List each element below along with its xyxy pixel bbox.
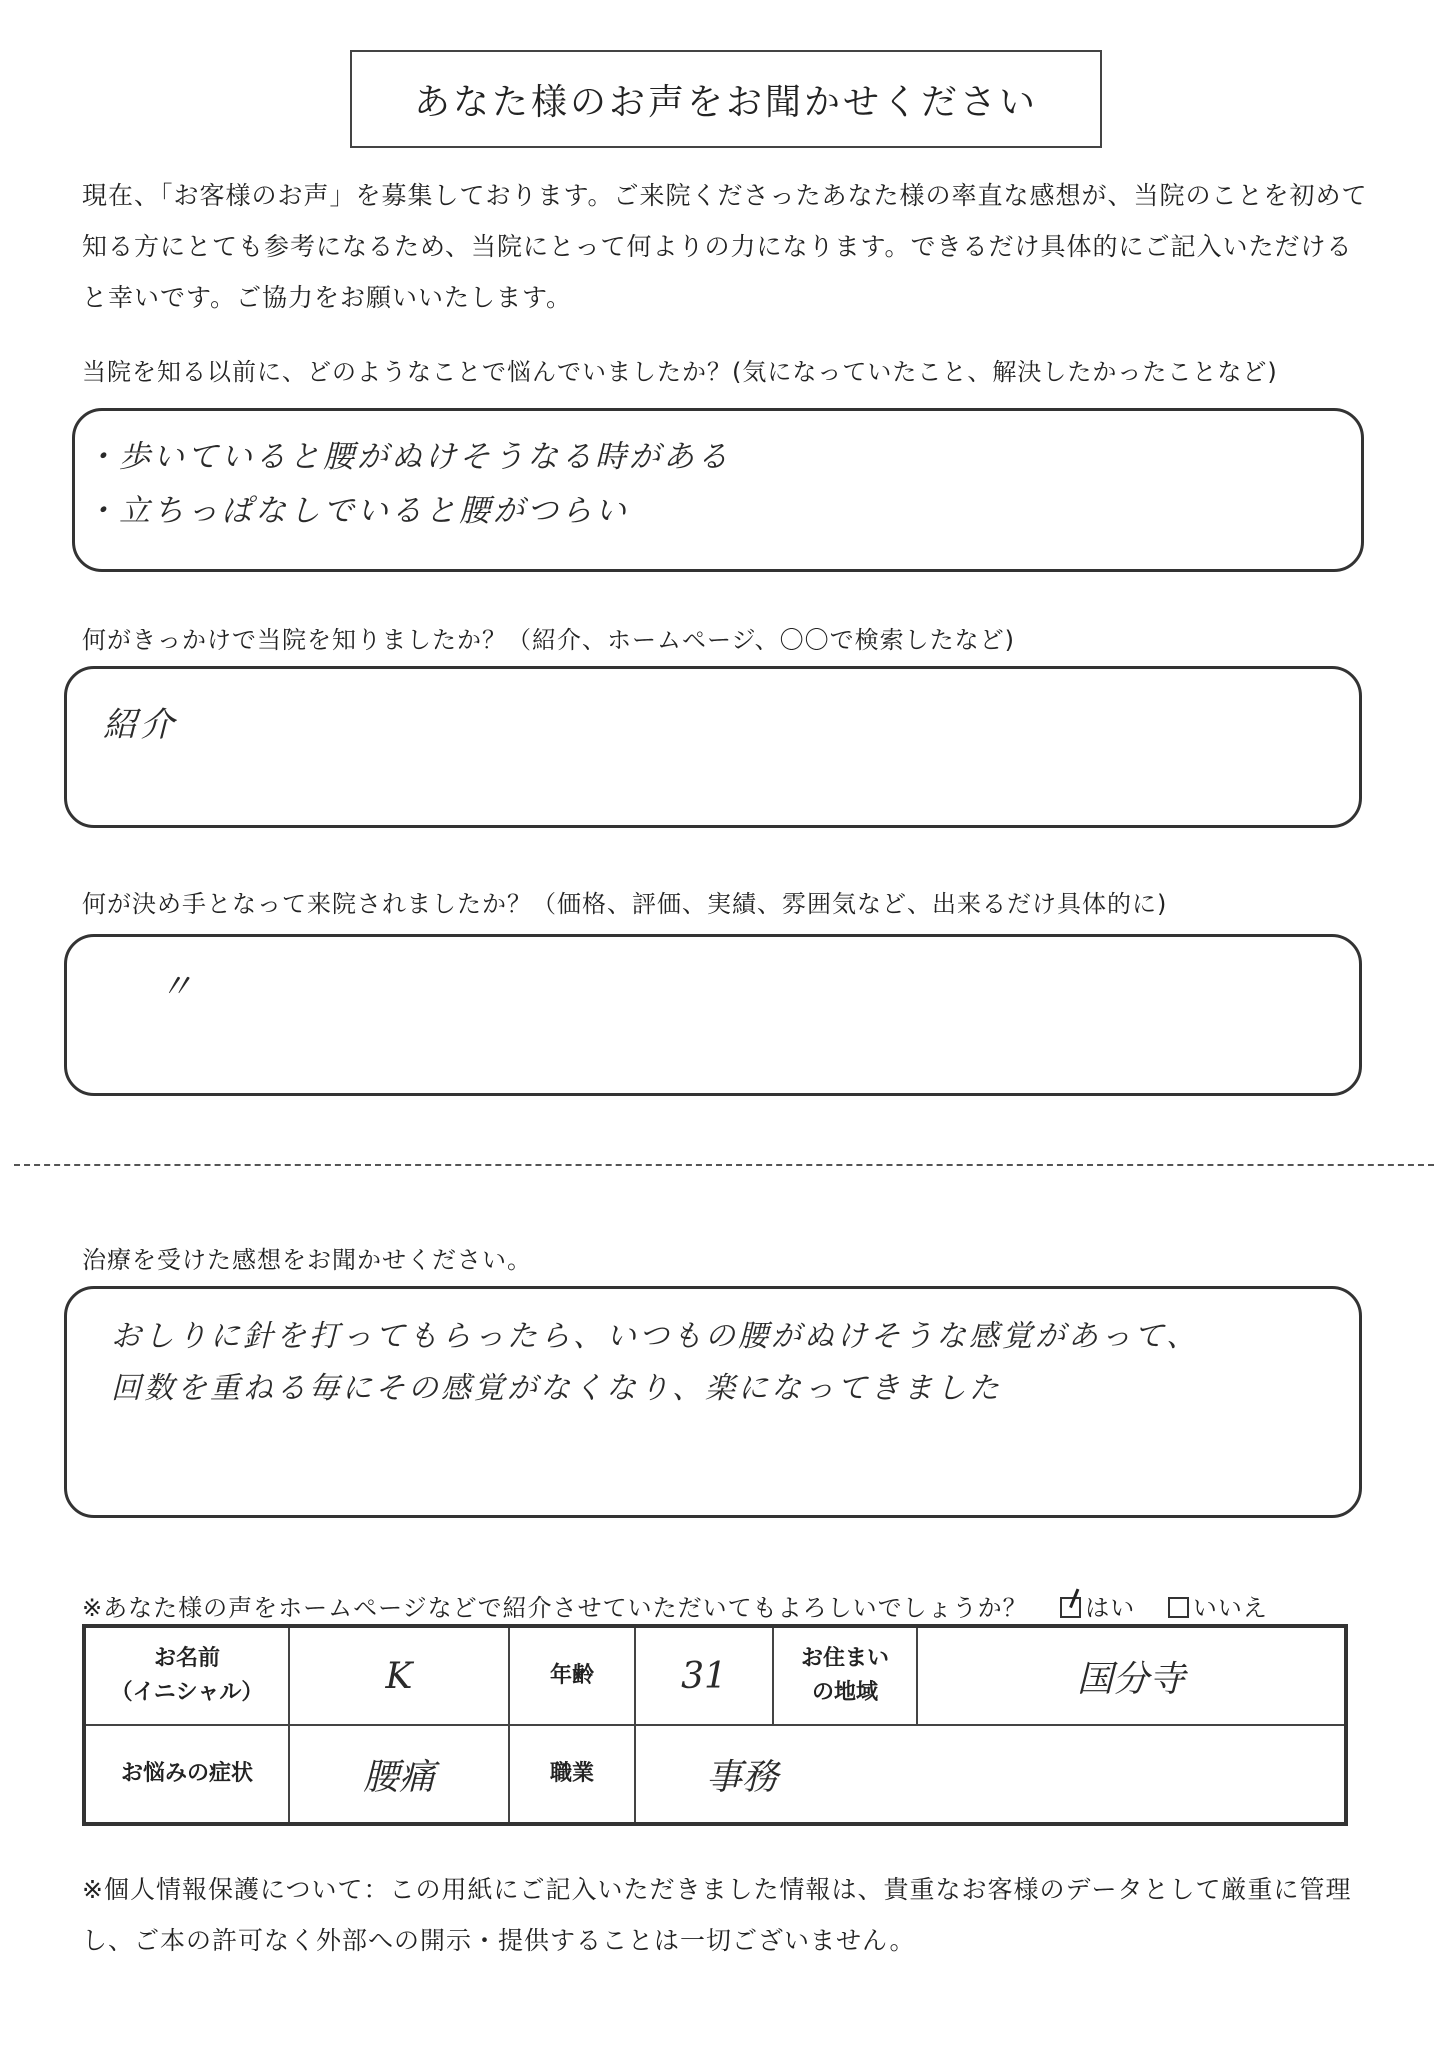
age-label-cell (509, 1626, 635, 1725)
name-label: お名前 (153, 1646, 220, 1671)
page-title: あなた様のお声をお聞かせください (350, 50, 1102, 148)
name-value-cell (289, 1626, 509, 1725)
symptom-value: 腰痛 (362, 1756, 435, 1798)
answer-box-4 (64, 1286, 1362, 1518)
table-row (84, 1725, 1346, 1824)
question-3-label: 何が決め手となって来院されましたか？（価格、評価、実績、雰囲気など、出来るだけ具体的に) (82, 890, 1168, 918)
age-value: 31 (681, 1655, 727, 1697)
age-label: 年齢 (549, 1663, 594, 1688)
residence-label-cell (773, 1626, 917, 1725)
answer-2-line-1: 紹介 (103, 705, 177, 745)
name-label-cell (84, 1626, 289, 1725)
symptom-label: お悩みの症状 (120, 1761, 253, 1786)
table-row (84, 1626, 1346, 1725)
answer-3-line-1: 〃 (159, 967, 196, 1007)
consent-yes-label: はい (1085, 1594, 1136, 1622)
age-value-cell (635, 1626, 773, 1725)
symptom-value-cell (289, 1725, 509, 1824)
name-label-sub: （イニシャル） (110, 1680, 264, 1705)
intro-paragraph: 現在、「お客様のお声」を募集しております。ご来院くださったあなた様の率直な感想が、当院のことを初めて知る方にとても参考になるため、当院にとって何よりの力になります。できるだけ具体的にご記入いただけると幸いです。ご協力をお願いいたします。 (82, 181, 1368, 312)
occupation-label: 職業 (549, 1761, 594, 1786)
consent-yes-option[interactable] (1060, 1594, 1135, 1622)
consent-question (82, 1588, 1268, 1623)
question-4-label: 治療を受けた感想をお聞かせください。 (82, 1246, 532, 1274)
consent-text: ※あなた様の声をホームページなどで紹介させていただいてもよろしいでしょうか？ (82, 1594, 1028, 1622)
symptom-label-cell (84, 1725, 289, 1824)
consent-no-label: いいえ (1192, 1594, 1268, 1622)
answer-1-line-1: ・歩いていると腰がぬけそうなる時がある (85, 439, 731, 475)
info-table (82, 1624, 1348, 1826)
residence-label-sub: の地域 (811, 1680, 878, 1705)
residence-value: 国分寺 (1076, 1658, 1185, 1700)
answer-box-3 (64, 934, 1362, 1096)
answer-4-line-2: 回数を重ねる毎にその感覚がなくなり、楽になってきました (111, 1371, 1002, 1406)
consent-no-option[interactable] (1168, 1594, 1268, 1622)
answer-box-1 (72, 408, 1364, 572)
question-2-label: 何がきっかけで当院を知りましたか？（紹介、ホームページ、〇〇で検索したなど) (82, 626, 1015, 654)
answer-1-line-2: ・立ちっぱなしでいると腰がつらい (85, 493, 629, 529)
checkbox-empty-icon[interactable] (1168, 1597, 1189, 1618)
occupation-value: 事務 (706, 1756, 779, 1798)
residence-label: お住まい (800, 1646, 889, 1671)
name-value: K (385, 1655, 413, 1697)
residence-value-cell (917, 1626, 1346, 1725)
section-divider (14, 1164, 1434, 1166)
privacy-notice: ※個人情報保護について：この用紙にご記入いただきました情報は、貴重なお客様のデータとして厳重に管理し、ご本の許可なく外部への開示・提供することは一切ございません。 (82, 1875, 1352, 1955)
answer-box-2 (64, 666, 1362, 828)
question-1-label: 当院を知る以前に、どのようなことで悩んでいましたか？(気になっていたこと、解決したかったことなど) (82, 358, 1278, 386)
occupation-value-cell (635, 1725, 1346, 1824)
occupation-label-cell (509, 1725, 635, 1824)
answer-4-line-1: おしりに針を打ってもらったら、いつもの腰がぬけそうな感覚があって、 (111, 1319, 1200, 1354)
checkbox-checked-icon[interactable] (1060, 1597, 1081, 1618)
